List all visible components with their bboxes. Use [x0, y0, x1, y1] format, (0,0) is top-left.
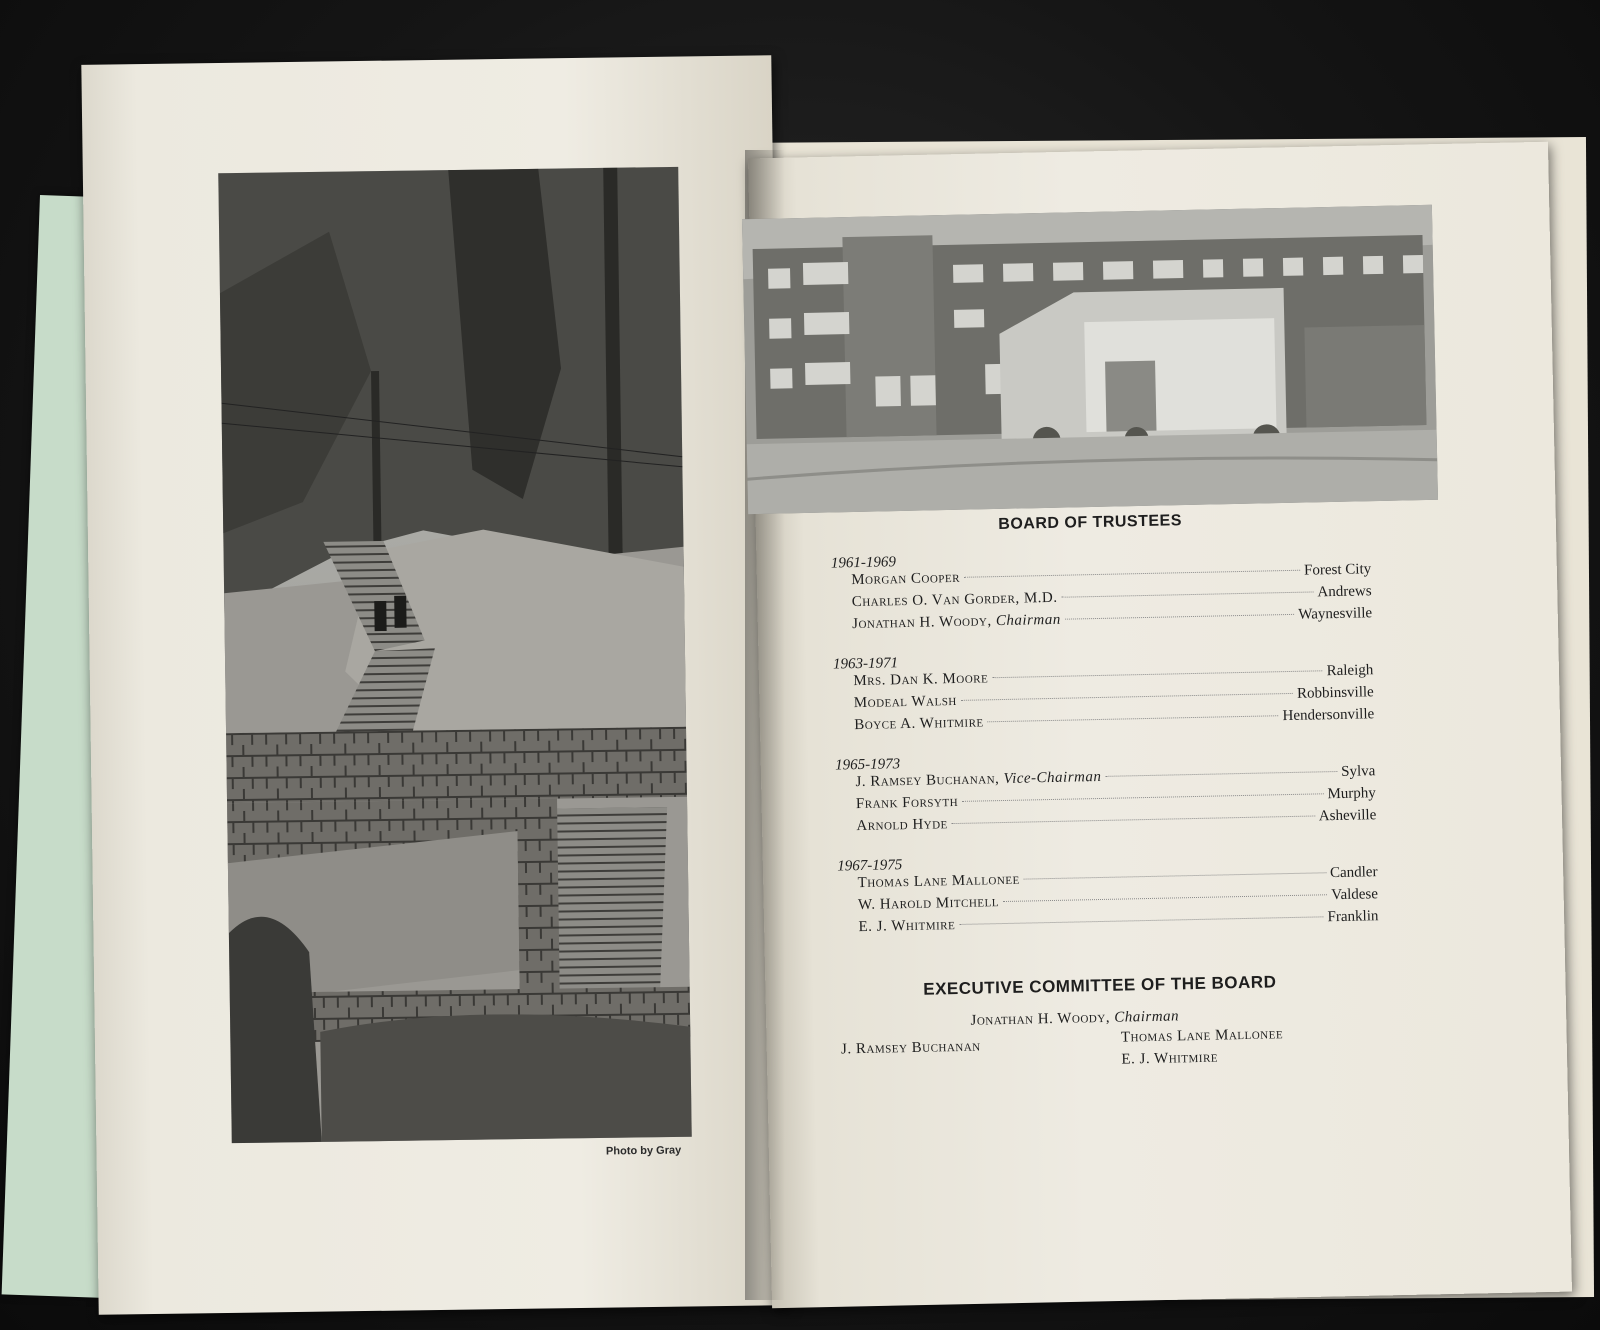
member-place: Candler: [1329, 864, 1378, 882]
member-name: Arnold Hyde: [856, 816, 948, 835]
member-place: Robbinsville: [1296, 684, 1374, 702]
executive-members: [820, 1004, 1382, 1106]
member-place: Franklin: [1327, 908, 1379, 926]
leader-dots: [992, 670, 1322, 678]
member-role: Chairman: [995, 611, 1061, 630]
leader-dots: [1003, 894, 1327, 902]
member-name-text: J. Ramsey Buchanan: [855, 771, 996, 791]
member-name: Mrs. Dan K. Moore: [853, 670, 989, 690]
member-place: Valdese: [1331, 886, 1379, 904]
member-name: Thomas Lane Mallonee: [857, 871, 1020, 892]
leader-dots: [988, 715, 1279, 722]
member-name: Frank Forsyth: [855, 793, 959, 813]
member-name: Charles O. Van Gorder, M.D.: [851, 589, 1058, 611]
term-1965: [815, 745, 1417, 841]
board-heading: BOARD OF TRUSTEES: [998, 512, 1183, 534]
member-name: E. J. Whitmire: [858, 917, 956, 936]
member-place: Sylva: [1341, 763, 1376, 780]
member-name-text: Jonathan H. Woody: [852, 613, 988, 633]
term-years: 1961-1969: [830, 554, 897, 572]
leader-dots: [964, 570, 1300, 578]
member-name: W. Harold Mitchell: [857, 894, 1000, 914]
leader-dots: [1062, 591, 1314, 597]
term-years: 1965-1973: [834, 756, 901, 774]
term-years: 1967-1975: [837, 857, 903, 875]
term-1961: [811, 543, 1413, 639]
executive-member-right-2: E. J. Whitmire: [1121, 1049, 1219, 1068]
member-place: Raleigh: [1326, 662, 1374, 680]
member-place: Andrews: [1317, 583, 1372, 601]
executive-heading: EXECUTIVE COMMITTEE OF THE BOARD: [923, 972, 1277, 999]
executive-member-right-1: Thomas Lane Mallonee: [1120, 1026, 1284, 1046]
executive-member-left: J. Ramsey Buchanan: [840, 1038, 981, 1058]
executive-chair-name: Jonathan H. Woody,: [970, 1009, 1111, 1029]
member-place: Asheville: [1318, 807, 1377, 825]
photo-credit: Photo by Gray: [605, 1144, 682, 1158]
member-role: Vice-Chairman: [1003, 768, 1102, 788]
term-1967: [817, 846, 1419, 942]
leader-dots: [1024, 872, 1326, 879]
member-name: J. Ramsey Buchanan, Vice-Chairman: [855, 768, 1102, 791]
member-place: Murphy: [1327, 785, 1377, 803]
leader-dots: [1065, 614, 1295, 620]
member-place: Hendersonville: [1282, 706, 1375, 725]
member-name: Boyce A. Whitmire: [854, 714, 984, 734]
member-name: Jonathan H. Woody, Chairman: [852, 611, 1061, 633]
leader-dots: [1105, 771, 1337, 777]
leader-dots: [952, 815, 1315, 824]
member-name: Morgan Cooper: [851, 569, 961, 589]
campus-stairway-photo: [218, 167, 691, 1143]
member-name: Modeal Walsh: [853, 692, 957, 712]
term-years: 1963-1971: [832, 655, 899, 673]
leader-dots: [959, 916, 1323, 925]
leader-dots: [961, 693, 1293, 701]
campus-building-photo: [742, 205, 1438, 514]
board-listing: [810, 507, 1422, 1119]
executive-chair: [970, 1008, 1179, 1029]
term-1963: [813, 644, 1415, 740]
leader-dots: [962, 793, 1323, 802]
member-place: Waynesville: [1298, 605, 1373, 623]
member-place: Forest City: [1303, 561, 1372, 579]
executive-chair-role: Chairman: [1114, 1008, 1180, 1026]
